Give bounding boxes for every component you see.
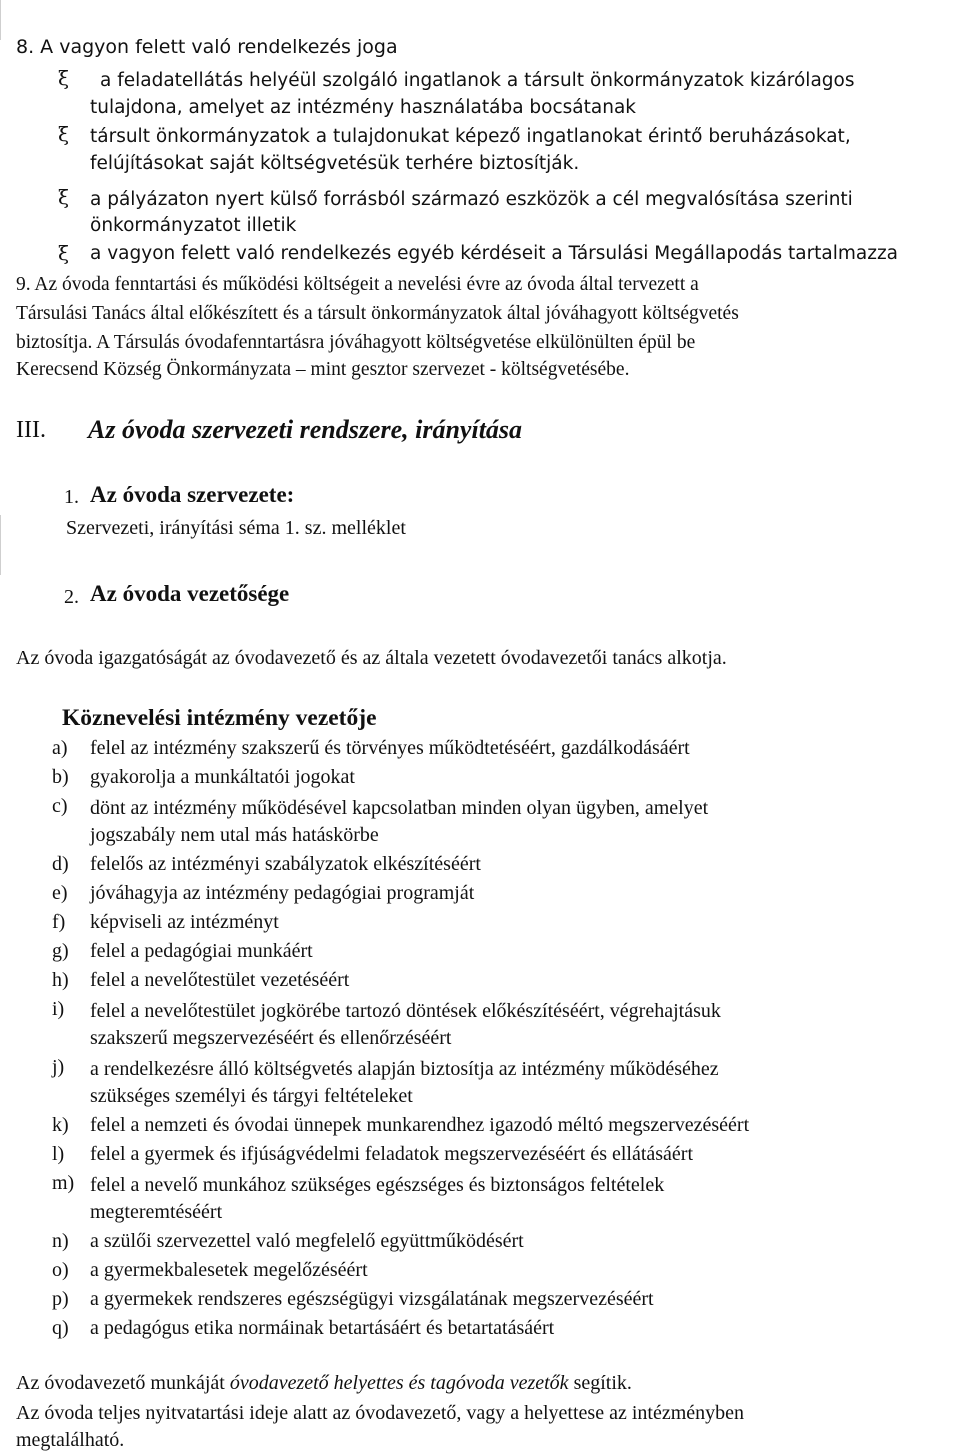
duty-text: felel a nevelőtestület vezetéséért: [90, 969, 350, 991]
duty-label: e): [52, 882, 68, 904]
duty-label: c): [52, 795, 68, 817]
bullet-3-line-1: a pályázaton nyert külső forrásból származó eszközök a cél megvalósítása szerinti: [90, 189, 853, 210]
duty-label: p): [52, 1288, 69, 1310]
leader-heading: Köznevelési intézmény vezetője: [62, 705, 377, 731]
duty-label: d): [52, 853, 69, 875]
subsection-2-text: Az óvoda igazgatóságát az óvodavezető és az általa vezetett óvodavezetői tanács alkotja.: [16, 647, 727, 669]
bullet-1-line-2: tulajdona, amelyet az intézmény használatába bocsátanak: [90, 97, 636, 118]
duty-label: k): [52, 1114, 69, 1136]
subsection-2-number: 2.: [64, 586, 79, 608]
bullet-xi: ξ: [58, 122, 70, 146]
chapter-number: III.: [16, 417, 46, 443]
bullet-xi: ξ: [58, 241, 70, 265]
section-9-line-4: Kerecsend Község Önkormányzata – mint gesztor szervezet - költségvetésébe.: [16, 359, 630, 380]
duty-label: a): [52, 737, 68, 759]
section-9-line-1: 9. Az óvoda fenntartási és működési költségeit a nevelési évre az óvoda által tervezett a: [16, 274, 699, 295]
bullet-3-line-2: önkormányzatot illetik: [90, 215, 297, 236]
section-9-line-2: Társulási Tanács által előkészített és a társult önkormányzatok által jóváhagyott költségvetés: [16, 303, 739, 324]
closing-paragraph-2-line-1: Az óvoda teljes nyitvatartási ideje alatt az óvodavezető, vagy a helyettese az intézményben: [16, 1402, 745, 1424]
closing-paragraph-1: Az óvodavezető munkáját óvodavezető helyettes és tagóvoda vezetők segítik.: [16, 1372, 632, 1394]
duty-label: n): [52, 1230, 69, 1252]
duty-text-continuation: jogszabály nem utal más hatáskörbe: [90, 824, 379, 846]
duty-text: a gyermekbalesetek megelőzéséért: [90, 1259, 368, 1281]
bullet-4-line-1: a vagyon felett való rendelkezés egyéb kérdéseit a Társulási Megállapodás tartalmazza: [90, 243, 899, 264]
subsection-2-title: Az óvoda vezetősége: [90, 581, 290, 606]
duty-text: felel a nemzeti és óvodai ünnepek munkarendhez igazodó méltó megszervezéséért: [90, 1114, 750, 1136]
duty-text: gyakorolja a munkáltatói jogokat: [90, 766, 355, 788]
duty-text-continuation: megteremtéséért: [90, 1201, 223, 1223]
bullet-xi: ξ: [58, 185, 70, 209]
section-8-heading: 8. A vagyon felett való rendelkezés joga: [16, 36, 398, 58]
duty-text: felel a nevelő munkához szükséges egészséges és biztonságos feltételek: [90, 1174, 665, 1196]
page-edge-mark: [0, 515, 1, 575]
duty-label: f): [52, 911, 66, 933]
duty-text: a szülői szervezettel való megfelelő együttműködésért: [90, 1230, 524, 1252]
subsection-1-title: Az óvoda szervezete:: [90, 482, 295, 507]
duty-text: felel a pedagógiai munkáért: [90, 940, 313, 962]
duty-text: felel a nevelőtestület jogkörébe tartozó döntések előkészítéséért, végrehajtásuk: [90, 1000, 721, 1022]
page-edge-mark: [0, 0, 1, 40]
duty-label: i): [52, 998, 65, 1020]
bullet-2-line-2: felújításokat saját költségvetésük terhére biztosítják.: [90, 153, 580, 174]
duty-label: j): [52, 1056, 65, 1078]
closing-paragraph-2-line-2: megtalálható.: [16, 1429, 125, 1451]
duty-text: a rendelkezésre álló költségvetés alapján biztosítja az intézmény működéséhez: [90, 1058, 719, 1080]
duty-text: a gyermekek rendszeres egészségügyi vizsgálatának megszervezéséért: [90, 1288, 654, 1310]
duty-label: m): [52, 1172, 75, 1194]
duty-label: h): [52, 969, 69, 991]
duty-text: felel az intézmény szakszerű és törvényes működtetéséért, gazdálkodásáért: [90, 737, 690, 759]
bullet-2-line-1: társult önkormányzatok a tulajdonukat képező ingatlanokat érintő beruházásokat,: [90, 126, 851, 147]
duty-text-continuation: szükséges személyi és tárgyi feltételeket: [90, 1085, 413, 1107]
subsection-1-text: Szervezeti, irányítási séma 1. sz. melléklet: [66, 517, 406, 539]
subsection-1-number: 1.: [64, 486, 79, 508]
duty-label: g): [52, 940, 69, 962]
duty-text-continuation: szakszerű megszervezéséért és ellenőrzéséért: [90, 1027, 452, 1049]
chapter-title: Az óvoda szervezeti rendszere, irányítása: [88, 415, 523, 444]
duty-text: jóváhagyja az intézmény pedagógiai programját: [90, 882, 475, 904]
duty-text: képviseli az intézményt: [90, 911, 279, 933]
duty-text: a pedagógus etika normáinak betartásáért és betartatásáért: [90, 1317, 555, 1339]
bullet-1-line-1: a feladatellátás helyéül szolgáló ingatlanok a társult önkormányzatok kizárólagos: [100, 70, 855, 91]
duty-label: l): [52, 1143, 65, 1165]
duty-text: felel a gyermek és ifjúságvédelmi feladatok megszervezéséért és ellátásáért: [90, 1143, 694, 1165]
duty-label: q): [52, 1317, 69, 1339]
duty-label: b): [52, 766, 69, 788]
duty-text: dönt az intézmény működésével kapcsolatban minden olyan ügyben, amelyet: [90, 797, 709, 819]
section-9-line-3: biztosítja. A Társulás óvodafenntartásra jóváhagyott költségvetése elkülönülten épül be: [16, 332, 696, 353]
bullet-xi: ξ: [58, 66, 70, 90]
duty-text: felelős az intézményi szabályzatok elkészítéséért: [90, 853, 481, 875]
duty-label: o): [52, 1259, 69, 1281]
